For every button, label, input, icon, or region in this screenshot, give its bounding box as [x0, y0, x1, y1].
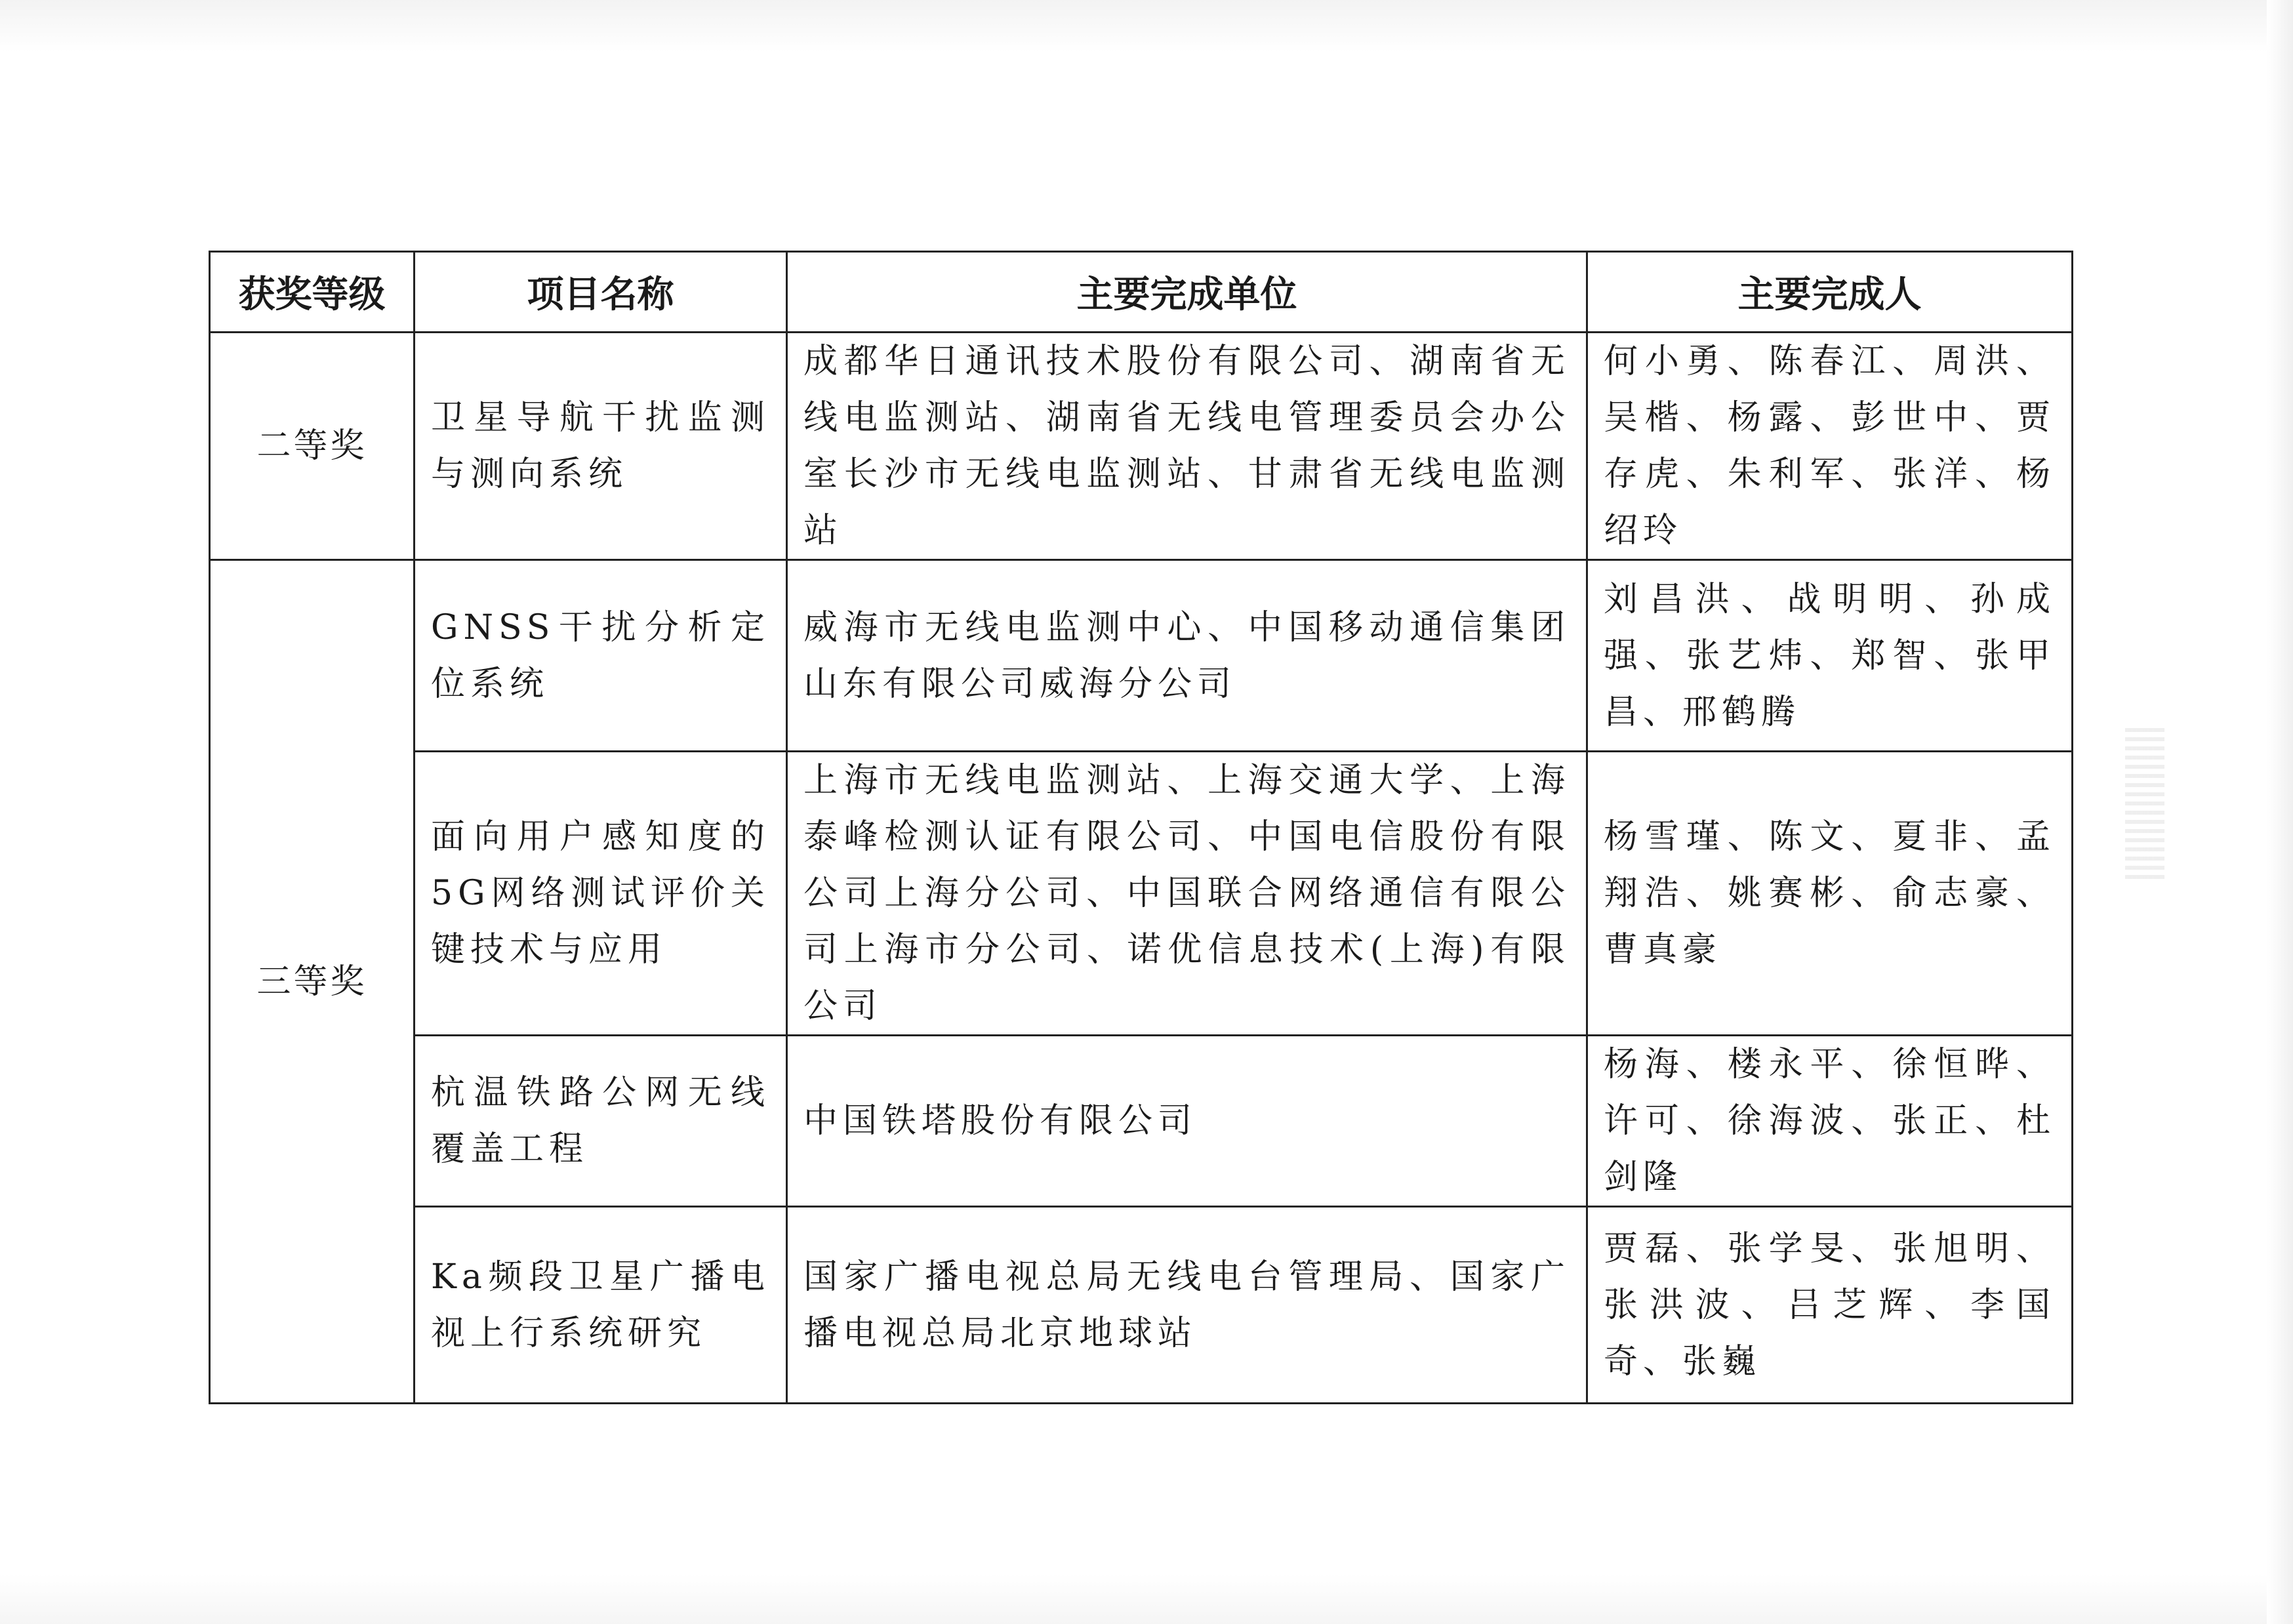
seam-stamp-mark: [2125, 728, 2164, 879]
header-people: 主要完成人: [1587, 252, 2073, 333]
table-row: [210, 333, 2073, 560]
completion-people: 杨海、楼永平、徐恒晔、许可、徐海波、张正、杜剑隆: [1587, 1036, 2073, 1207]
award-level-third: 三等奖: [210, 560, 415, 1404]
project-name: GNSS干扰分析定位系统: [415, 560, 787, 752]
completion-people: 刘昌洪、战明明、孙成强、张艺炜、郑智、张甲昌、邢鹤腾: [1587, 560, 2073, 752]
completion-people: 何小勇、陈春江、周洪、吴楷、杨露、彭世中、贾存虎、朱利军、张洋、杨绍玲: [1587, 333, 2073, 560]
header-row: [210, 252, 2073, 333]
table-row: [210, 1207, 2073, 1404]
award-level-second: 二等奖: [210, 333, 415, 560]
project-name: 杭温铁路公网无线覆盖工程: [415, 1036, 787, 1207]
completion-units: 中国铁塔股份有限公司: [787, 1036, 1587, 1207]
completion-people: 杨雪瑾、陈文、夏非、孟翔浩、姚赛彬、俞志豪、曹真豪: [1587, 752, 2073, 1036]
completion-units: 国家广播电视总局无线电台管理局、国家广播电视总局北京地球站: [787, 1207, 1587, 1404]
scan-edge: [2267, 0, 2293, 1624]
header-project: 项目名称: [415, 252, 787, 333]
table-row: [210, 752, 2073, 1036]
completion-units: 成都华日通讯技术股份有限公司、湖南省无线电监测站、湖南省无线电管理委员会办公室长沙市无线电监测站、甘肃省无线电监测站: [787, 333, 1587, 560]
project-name: 面向用户感知度的5G网络测试评价关键技术与应用: [415, 752, 787, 1036]
awards-table: [209, 251, 2073, 1404]
completion-units: 上海市无线电监测站、上海交通大学、上海泰峰检测认证有限公司、中国电信股份有限公司上海分公司、中国联合网络通信有限公司上海市分公司、诺优信息技术(上海)有限公司: [787, 752, 1587, 1036]
project-name: 卫星导航干扰监测与测向系统: [415, 333, 787, 560]
project-name: Ka频段卫星广播电视上行系统研究: [415, 1207, 787, 1404]
header-level: 获奖等级: [210, 252, 415, 333]
completion-units: 威海市无线电监测中心、中国移动通信集团山东有限公司威海分公司: [787, 560, 1587, 752]
header-units: 主要完成单位: [787, 252, 1587, 333]
completion-people: 贾磊、张学旻、张旭明、张洪波、吕芝辉、李国奇、张巍: [1587, 1207, 2073, 1404]
table-row: [210, 560, 2073, 752]
table-row: [210, 1036, 2073, 1207]
